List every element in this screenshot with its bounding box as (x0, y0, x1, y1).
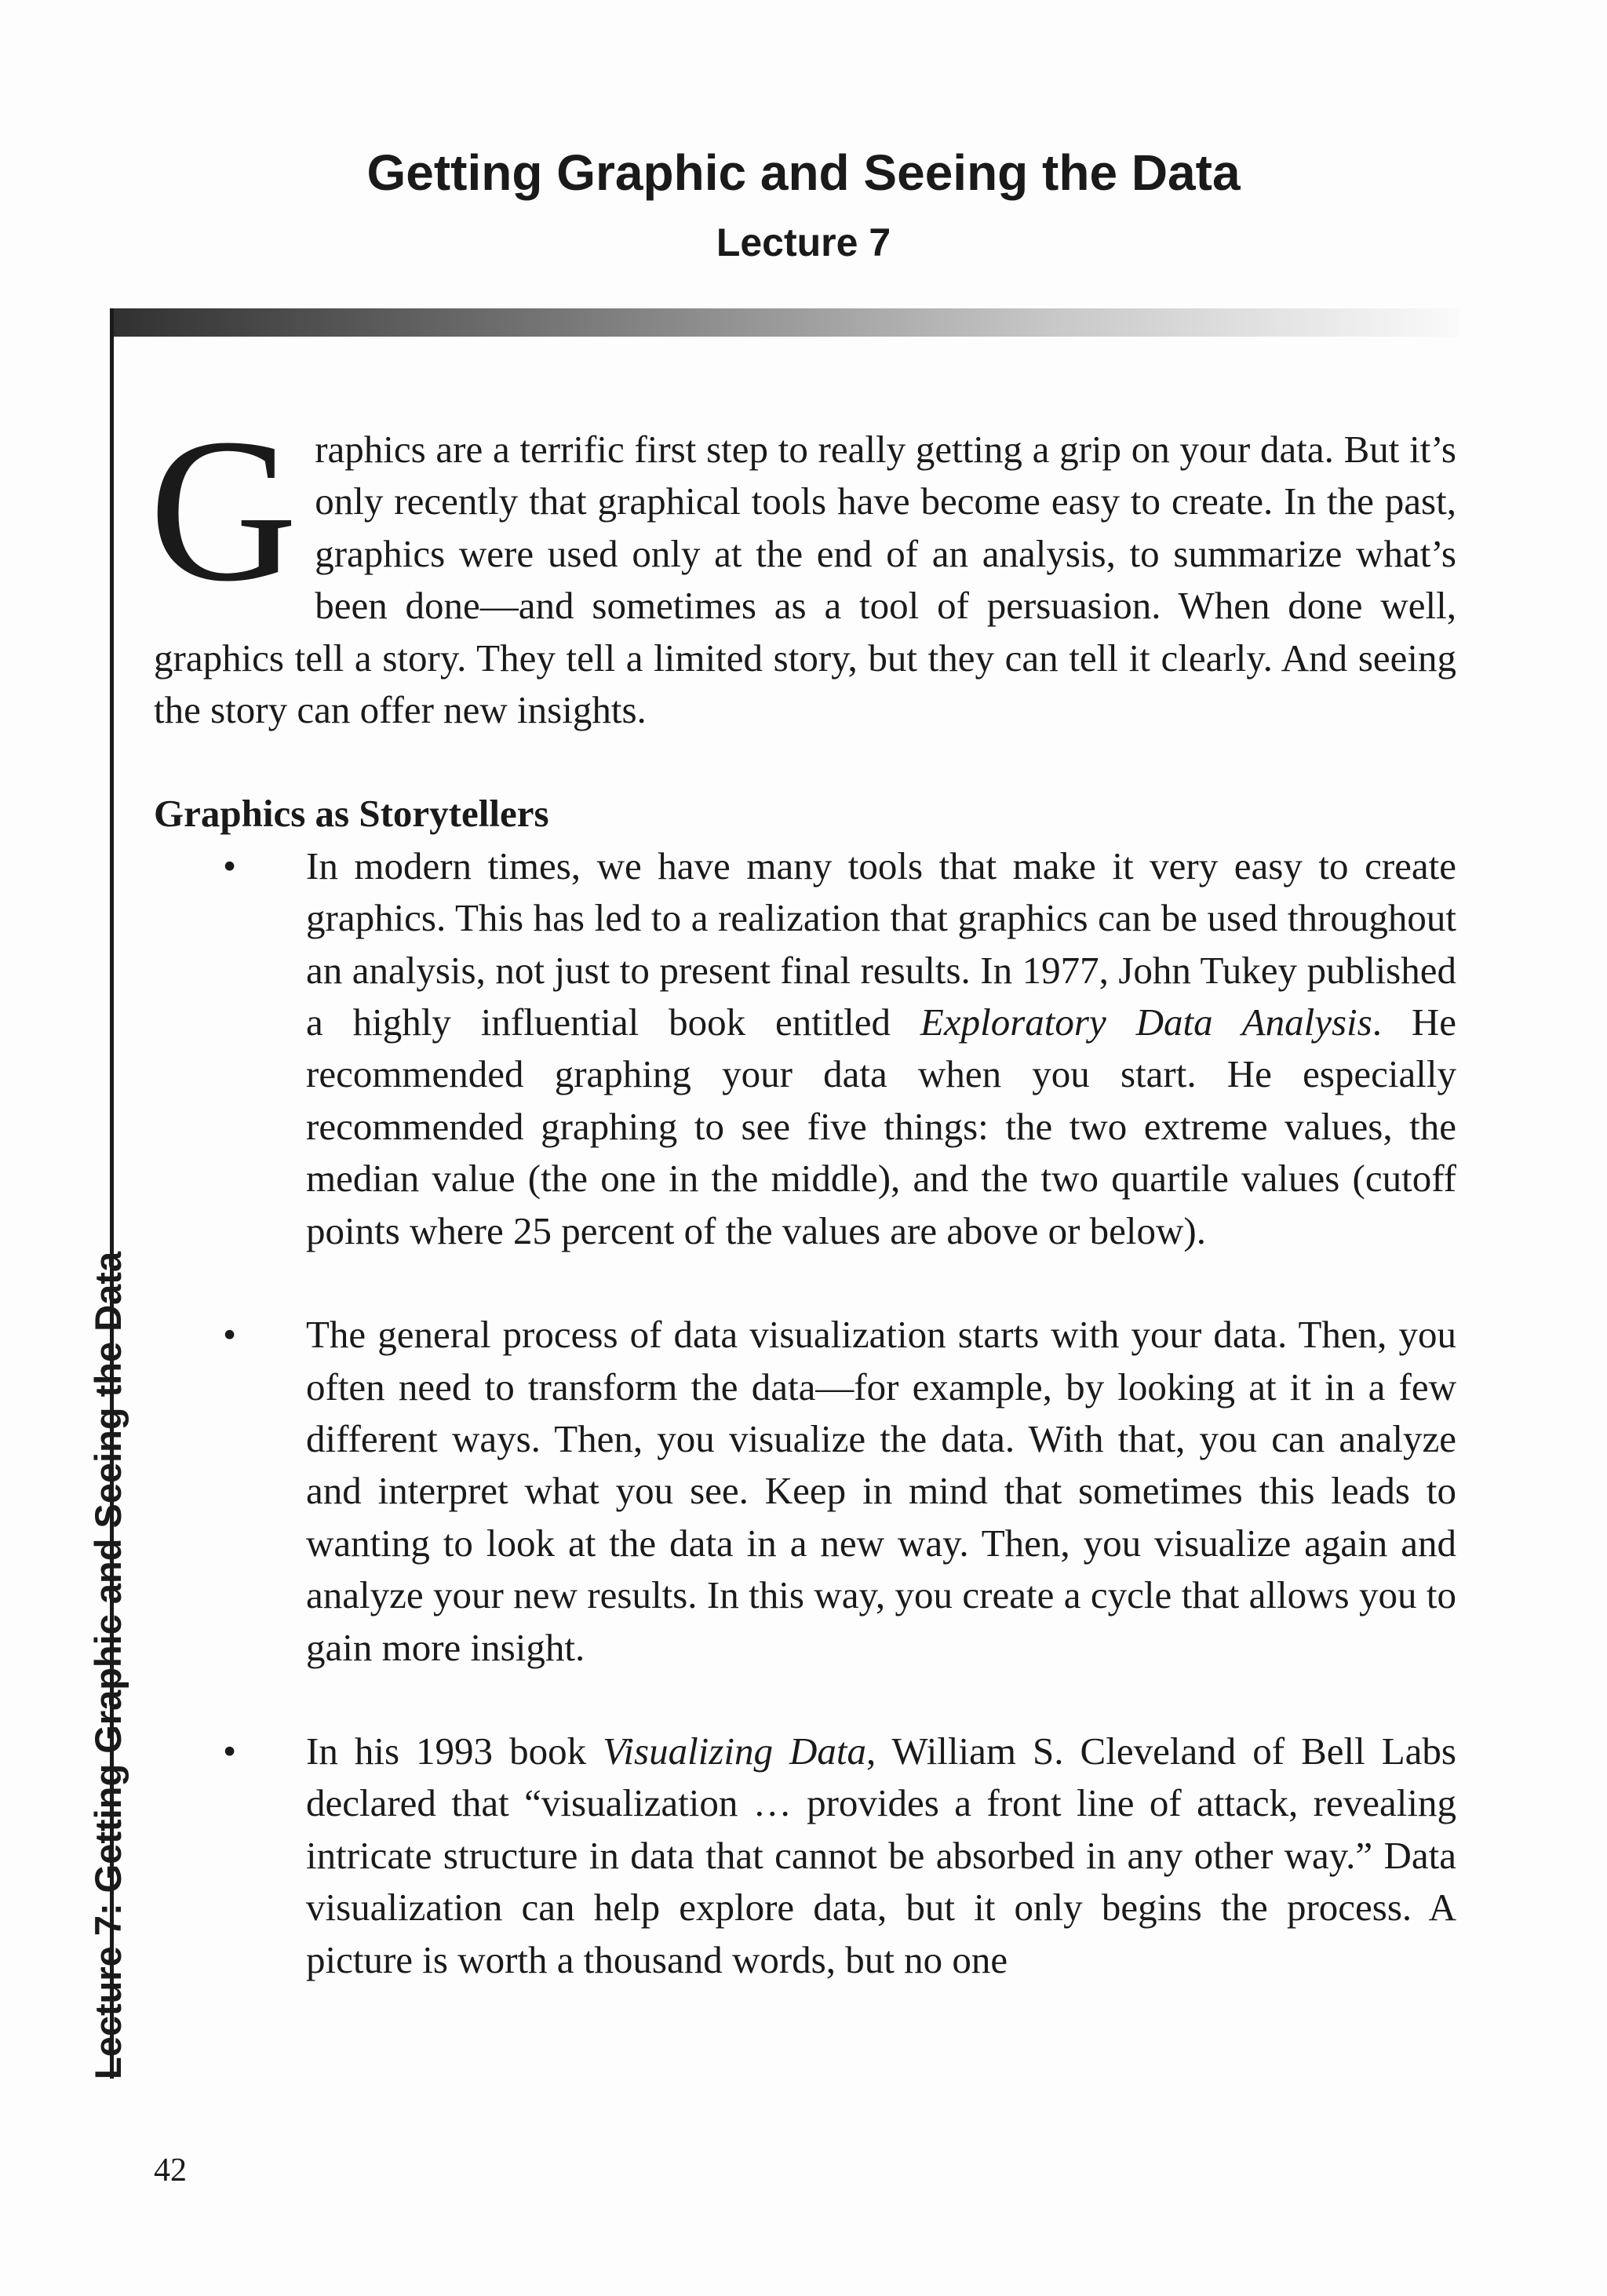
bullet-text-before: In modern times, we have many tools that make it very easy to create graphics. This has led to a realization that graphics can be used throughout an analysis, not just to present final results. In 1977, John Tukey published a highly influential book entitled (306, 844, 1456, 1044)
bullet-list (154, 840, 1456, 1986)
lecture-label: Lecture 7 (716, 220, 891, 264)
bullet-icon: • (223, 1729, 237, 1773)
body-content (149, 396, 1457, 2038)
page-title: Getting Graphic and Seeing the Data (366, 144, 1241, 201)
bullet-text-after: , William S. Cleveland of Bell Labs declared that “visualization … provides a front line of attack, revealing intricate structure in data that cannot be absorbed in any other way.” Data visualization can help explore data, but it only begins the process. A picture is worth a thousand words, but no one (306, 1729, 1457, 1981)
bullet-text: The general process of data visualization starts with your data. Then, you often need to transform the data—for example, by looking at it in a few different ways. Then, you visualize the data. With that, you can analyze and interpret what you see. Keep in mind that sometimes this leads to wanting to look at the data in a new way. Then, you visualize again and analyze your new results. In this way, you create a cycle that allows you to gain more insight. (306, 1313, 1456, 1669)
page-number: 42 (154, 2152, 187, 2188)
list-item (154, 840, 1456, 1257)
drop-cap: G (149, 396, 298, 624)
side-running-head: Lecture 7: Getting Graphic and Seeing the Data (87, 1251, 129, 2079)
intro-text: raphics are a terrific first step to really getting a grip on your data. But it’s only recently that graphical tools have become easy to create. In the past, graphics were used only at the end of an analysis, to summarize what’s been done—and sometimes as a tool of persuasion. When done well, graphics tell a story. They tell a limited story, but they can tell it clearly. And seeing the story can offer new insights. (154, 428, 1456, 732)
section-heading: Graphics as Storytellers (154, 792, 549, 836)
bullet-icon: • (223, 844, 237, 887)
book-title: Exploratory Data Analysis (920, 1000, 1372, 1044)
intro-paragraph (149, 396, 1456, 736)
bullet-text-after: . He recommended graphing your data when you start. He especially recommended graphing to see five things: the two extreme values, the median value (the one in the middle), and the two quartile values (cutoff points where 25 percent of the values are above or below). (306, 1000, 1457, 1252)
header-gradient-bar (110, 308, 1459, 337)
list-item (154, 1309, 1456, 1674)
bullet-icon: • (223, 1313, 237, 1357)
list-item (154, 1726, 1456, 1986)
book-title: Visualizing Data (603, 1729, 867, 1773)
bullet-text-before: In his 1993 book (306, 1729, 603, 1773)
